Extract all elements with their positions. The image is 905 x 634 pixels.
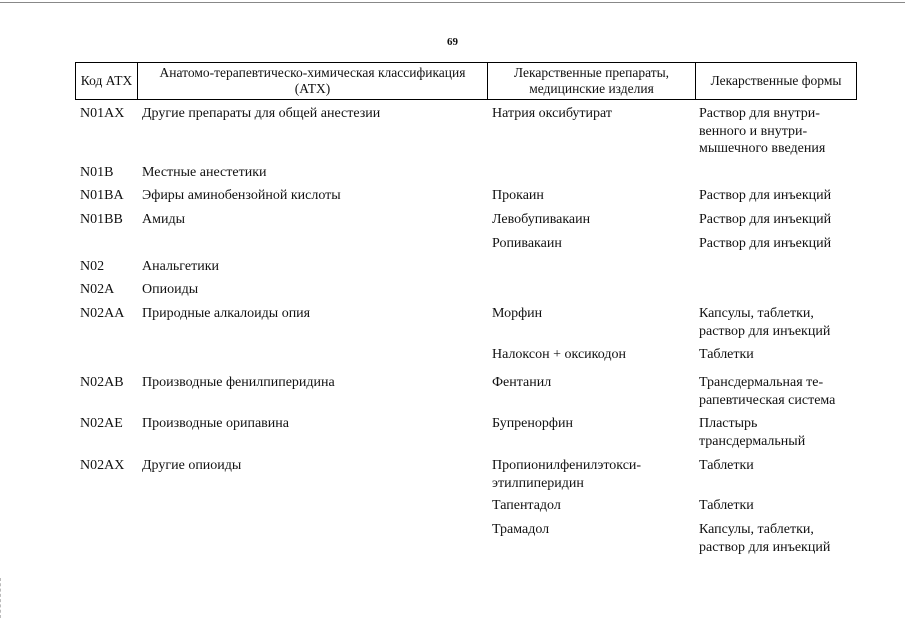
header-classification: Анатомо-терапевтическо-химическая классификация (АТХ)	[138, 63, 488, 100]
table-header	[75, 62, 857, 100]
drug-name: Тапентадол	[492, 498, 561, 513]
drug-name: Морфин	[492, 306, 543, 321]
drug-name: Фентанил	[492, 375, 552, 390]
page-number: 69	[447, 36, 458, 48]
atc-name: Природные алкалоиды опия	[142, 306, 311, 321]
dosage-form: Раствор для инъекций	[699, 236, 832, 251]
atc-name: Эфиры аминобензойной кислоты	[142, 188, 341, 203]
atc-name: Анальгетики	[142, 259, 219, 274]
drug-name: Левобупивакаин	[492, 212, 591, 227]
atc-name: Производные фенилпиперидина	[142, 375, 335, 390]
drug-name: Трамадол	[492, 522, 550, 537]
atc-code: N02	[80, 259, 105, 274]
drug-name: Пропионилфенилэтокси-этилпиперидин	[492, 458, 642, 491]
atc-code: N02AA	[80, 306, 125, 321]
atc-name: Производные орипавина	[142, 416, 289, 431]
atc-code: N01AX	[80, 106, 125, 121]
dosage-form: Капсулы, таблетки, раствор для инъекций	[699, 306, 831, 339]
dosage-form: Трансдермальная те-рапевтическая система	[699, 375, 836, 408]
dosage-form: Таблетки	[699, 347, 754, 362]
atc-name: Местные анестетики	[142, 165, 267, 180]
header-code: Код АТХ	[76, 63, 138, 100]
atc-code: N02AE	[80, 416, 123, 431]
atc-code: N01BB	[80, 212, 123, 227]
dosage-form: Раствор для инъекций	[699, 212, 832, 227]
header-drugs: Лекарственные препараты, медицинские изделия	[488, 63, 696, 100]
dosage-form: Таблетки	[699, 498, 754, 513]
scan-margin-mark	[0, 578, 2, 618]
atc-code: N01B	[80, 165, 114, 180]
dosage-form: Капсулы, таблетки, раствор для инъекций	[699, 522, 831, 555]
drug-name: Ропивакаин	[492, 236, 562, 251]
dosage-form: Раствор для внутри-венного и внутри-мышечного введения	[699, 106, 826, 156]
drug-name: Натрия оксибутират	[492, 106, 613, 121]
drug-name: Прокаин	[492, 188, 544, 203]
drug-name: Бупренорфин	[492, 416, 573, 431]
atc-code: N02AX	[80, 458, 125, 473]
dosage-form: Пластырь трансдермальный	[699, 416, 806, 449]
dosage-form: Таблетки	[699, 458, 754, 473]
atc-code: N02A	[80, 282, 115, 297]
page-top-rule	[0, 2, 905, 3]
drug-name: Налоксон + оксикодон	[492, 347, 626, 362]
atc-code: N02AB	[80, 375, 124, 390]
header-forms: Лекарственные формы	[696, 63, 857, 100]
atc-name: Другие опиоиды	[142, 458, 242, 473]
dosage-form: Раствор для инъекций	[699, 188, 832, 203]
atc-name: Другие препараты для общей анестезии	[142, 106, 381, 121]
atc-code: N01BA	[80, 188, 124, 203]
atc-name: Опиоиды	[142, 282, 199, 297]
atc-name: Амиды	[142, 212, 185, 227]
